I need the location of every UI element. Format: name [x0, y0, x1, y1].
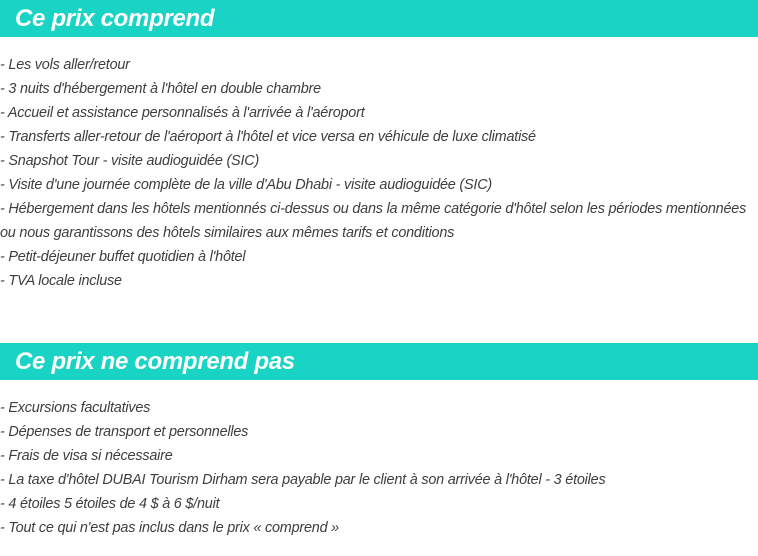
- includes-item-breakfast: - Petit-déjeuner buffet quotidien à l'hôtel: [0, 249, 246, 265]
- includes-item-accommodation: - 3 nuits d'hébergement à l'hôtel en double chambre: [0, 81, 321, 97]
- excludes-item-visa: - Frais de visa si nécessaire: [0, 448, 173, 464]
- excludes-item-tax-rates: - 4 étoiles 5 étoiles de 4 $ à 6 $/nuit: [0, 496, 220, 512]
- includes-item-abu-dhabi-tour: - Visite d'une journée complète de la ville d'Abu Dhabi - visite audioguidée (SIC): [0, 177, 492, 193]
- includes-item-airport-assistance: - Accueil et assistance personnalisés à l'arrivée à l'aéroport: [0, 105, 365, 121]
- includes-item-snapshot-tour: - Snapshot Tour - visite audioguidée (SIC): [0, 153, 260, 169]
- excludes-list: [0, 396, 752, 540]
- includes-section-header: [0, 0, 758, 37]
- excludes-section-header: [0, 343, 758, 380]
- includes-item-hotels: - Hébergement dans les hôtels mentionnés ci-dessus ou dans la même catégorie d'hôtel selon les périodes mentionnées ou nous garantissons des hôtels similaires aux mêmes tarifs et conditions: [0, 201, 747, 241]
- includes-item-vat: - TVA locale incluse: [0, 273, 122, 289]
- includes-section-title: Ce prix comprend: [15, 5, 215, 32]
- includes-item-transfers: - Transferts aller-retour de l'aéroport à l'hôtel et vice versa en véhicule de luxe climatisé: [0, 129, 536, 145]
- excludes-section-title: Ce prix ne comprend pas: [15, 348, 295, 375]
- excludes-item-expenses: - Dépenses de transport et personnelles: [0, 424, 249, 440]
- includes-list: [0, 53, 752, 293]
- excludes-item-excursions: - Excursions facultatives: [0, 400, 151, 416]
- includes-item-flights: - Les vols aller/retour: [0, 57, 130, 73]
- excludes-item-tourism-tax: - La taxe d'hôtel DUBAI Tourism Dirham sera payable par le client à son arrivée à l'hôtel - 3 étoiles: [0, 472, 606, 488]
- excludes-item-not-included: - Tout ce qui n'est pas inclus dans le prix « comprend »: [0, 520, 339, 536]
